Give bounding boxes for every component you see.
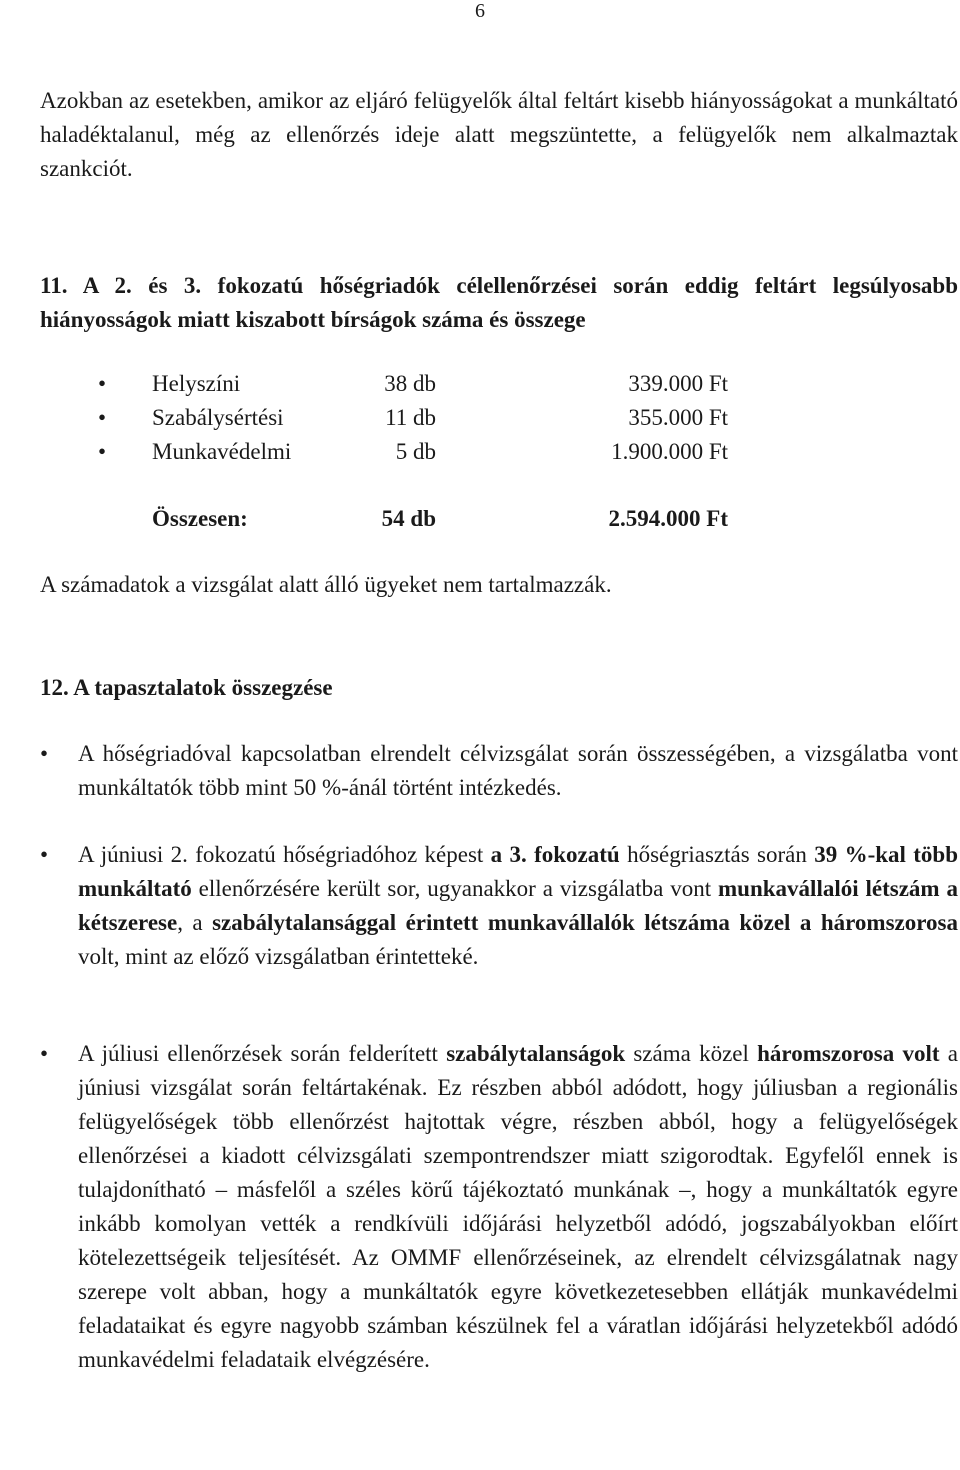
total-label: Összesen:: [152, 506, 248, 531]
bullet-icon: •: [98, 405, 107, 430]
page-number: 6: [475, 0, 485, 22]
fine-count: 11 db: [385, 405, 436, 430]
text-run: A júniusi 2. fokozatú hőségriadóhoz képest: [78, 842, 491, 867]
bold-run: szabálytalansággal érintett munkavállalók létszáma közel a háromszorosa: [212, 910, 958, 935]
text-run: A júliusi ellenőrzések során felderített: [78, 1041, 447, 1066]
fines-note: A számadatok a vizsgálat alatt álló ügyeket nem tartalmazzák.: [40, 572, 612, 597]
fine-count: 38 db: [384, 371, 436, 396]
summary-bullet-2: [78, 838, 958, 974]
bullet-icon: •: [40, 1041, 49, 1066]
text-run: , a: [177, 910, 213, 935]
fine-category: Szabálysértési: [152, 405, 284, 430]
summary-bullet-3: [78, 1037, 958, 1377]
bullet-icon: •: [98, 371, 107, 396]
text-run: hőségriasztás során: [619, 842, 815, 867]
fine-amount: 339.000 Ft: [628, 371, 728, 396]
section-12-heading: 12. A tapasztalatok összegzése: [40, 675, 333, 700]
section-11-heading: 11. A 2. és 3. fokozatú hőségriadók célellenőrzései során eddig feltárt legsúlyosabb hiányosságok miatt kiszabott bírságok száma és összege: [40, 273, 958, 332]
fine-count: 5 db: [395, 439, 436, 464]
fine-category: Munkavédelmi: [152, 439, 292, 464]
bold-run: háromszorosa volt: [757, 1041, 940, 1066]
bold-run: 39 %-kal több munkáltató: [78, 842, 958, 901]
intro-paragraph: Azokban az esetekben, amikor az eljáró felügyelők által feltárt kisebb hiányosságokat a munkáltató haladéktalanul, még az ellenőrzés ideje alatt megszüntette, a felügyelők nem alkalmaztak szankciót.: [40, 88, 958, 181]
text-run: a júniusi vizsgálat során feltártakénak. Ez részben abból adódott, hogy júliusban a regionális felügyelőségek több ellenőrzést hajtottak végre, részben abból, hogy a felügyelőségek ellenőrzései a kiadott célvizsgálati szempontrendszer miatt szigorodtak. Egyfelől ennek is tulajdonítható – másfelől a széles körű tájékoztató munkának –, hogy a munkáltatók egyre inkább komolyan vették a rendkívüli időjárási helyzetből adódó, jogszabályokban előírt kötelezettségeik teljesítését. Az OMMF ellenőrzéseinek, az elrendelt célvizsgálatnak nagy szerepe volt abban, hogy a munkáltatók egyre következetesebben ellátják munkavédelmi feladataikat és egyre nagyobb számban készülnek fel a váratlan időjárási helyzetekből adódó munkavédelmi feladataik elvégzésére.: [78, 1041, 958, 1372]
bullet-icon: •: [40, 741, 49, 766]
bold-run: a 3. fokozatú: [490, 842, 620, 867]
fine-amount: 355.000 Ft: [628, 405, 728, 430]
text-run: volt, mint az előző vizsgálatban érintetteké.: [78, 944, 479, 969]
bold-run: munkavállalói létszám a kétszerese: [78, 876, 958, 935]
total-count: 54 db: [381, 506, 436, 531]
summary-bullet-1: A hőségriadóval kapcsolatban elrendelt célvizsgálat során összességében, a vizsgálatba vont munkáltatók több mint 50 %-ánál történt intézkedés.: [78, 741, 958, 800]
bullet-icon: •: [40, 842, 49, 867]
fines-total-row: [118, 502, 818, 536]
total-amount: 2.594.000 Ft: [608, 506, 728, 531]
fine-amount: 1.900.000 Ft: [611, 439, 728, 464]
text-run: ellenőrzésére került sor, ugyanakkor a vizsgálatba vont: [191, 876, 719, 901]
text-run: száma közel: [625, 1041, 758, 1066]
bold-run: szabálytalanságok: [446, 1041, 626, 1066]
bullet-icon: •: [98, 439, 107, 464]
fine-category: Helyszíni: [152, 371, 241, 396]
